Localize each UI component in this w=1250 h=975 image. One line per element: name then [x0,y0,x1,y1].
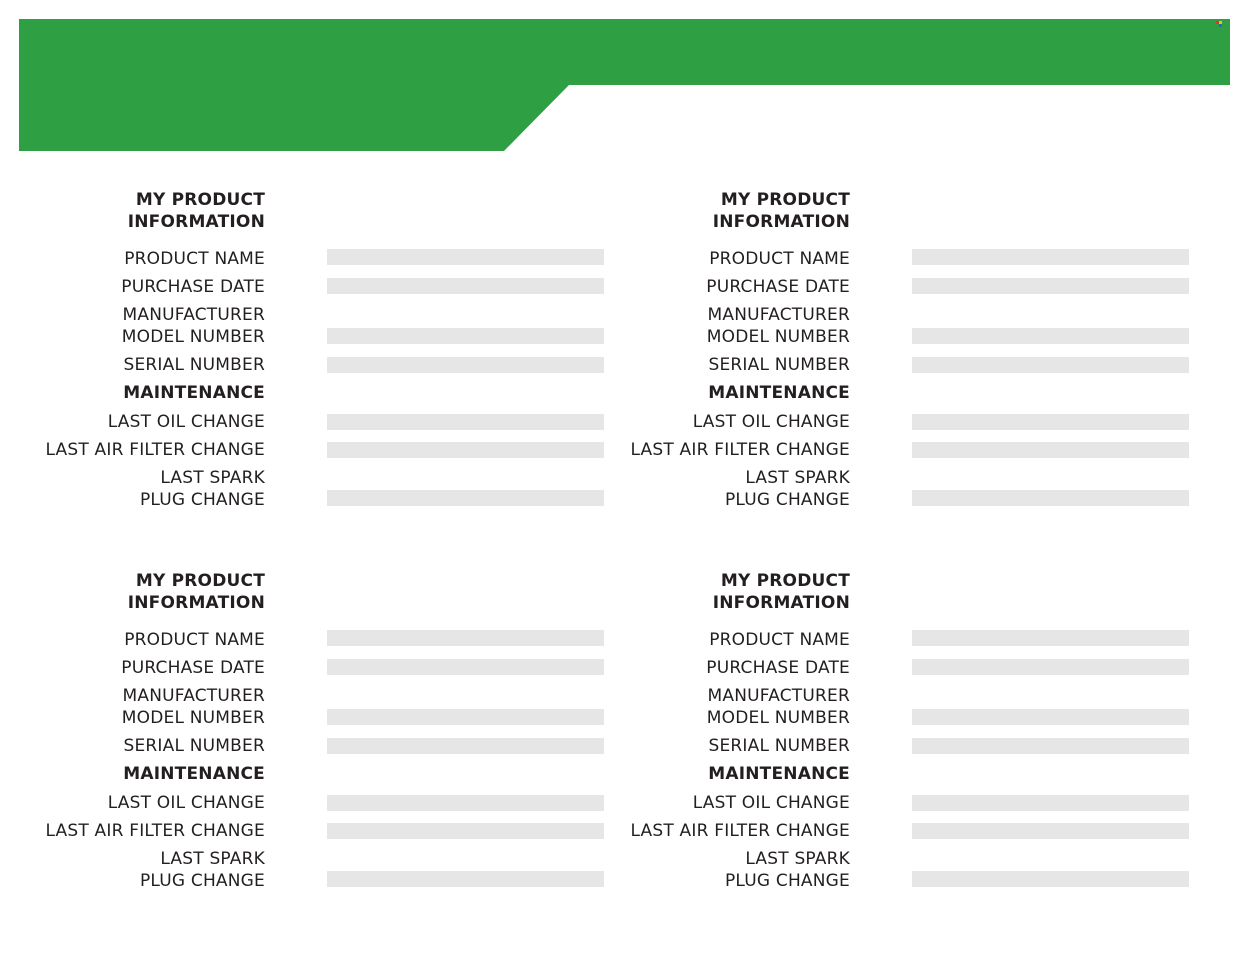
last-oil-change-label: LAST OIL CHANGE [107,412,265,432]
last-spark-plug-change-label-line: LAST SPARK [160,849,265,869]
purchase-date-label: PURCHASE DATE [121,277,265,297]
card-heading-line: INFORMATION [712,212,850,232]
last-spark-plug-change-label-line: PLUG CHANGE [724,871,850,891]
brand-logo-icon [1216,21,1222,27]
last-spark-plug-change-label-line: PLUG CHANGE [139,490,265,510]
logo-square-blue [1219,24,1222,27]
serial-number-label: SERIAL NUMBER [123,355,265,375]
last-air-filter-change-field[interactable] [327,823,604,839]
last-oil-change-field[interactable] [327,414,604,430]
last-oil-change-field[interactable] [912,795,1189,811]
model-number-label-line: MANUFACTURER [122,686,265,706]
last-spark-plug-change-field[interactable] [912,871,1189,887]
card-heading [713,189,850,233]
last-air-filter-change-label: LAST AIR FILTER CHANGE [630,821,850,841]
last-spark-plug-change-label-line: LAST SPARK [160,468,265,488]
purchase-date-label: PURCHASE DATE [706,658,850,678]
model-number-field[interactable] [327,709,604,725]
last-spark-plug-change-label-line: PLUG CHANGE [724,490,850,510]
logo-square-yellow [1219,21,1222,24]
card-heading [128,570,265,614]
serial-number-field[interactable] [912,738,1189,754]
last-oil-change-field[interactable] [912,414,1189,430]
last-air-filter-change-field[interactable] [327,442,604,458]
last-spark-plug-change-field[interactable] [327,490,604,506]
model-number-label [707,685,850,729]
last-oil-change-field[interactable] [327,795,604,811]
serial-number-field[interactable] [327,357,604,373]
last-air-filter-change-label: LAST AIR FILTER CHANGE [45,440,265,460]
last-spark-plug-change-label [725,467,850,511]
card-heading-line: MY PRODUCT [720,571,850,591]
logo-square-red [1216,21,1219,24]
model-number-label-line: MODEL NUMBER [706,708,850,728]
last-spark-plug-change-field[interactable] [327,871,604,887]
model-number-label-line: MANUFACTURER [122,305,265,325]
last-air-filter-change-field[interactable] [912,823,1189,839]
model-number-label [122,304,265,348]
serial-number-label: SERIAL NUMBER [123,736,265,756]
maintenance-heading: MAINTENANCE [708,764,850,784]
card-heading-line: INFORMATION [712,593,850,613]
model-number-label-line: MANUFACTURER [707,305,850,325]
last-air-filter-change-label: LAST AIR FILTER CHANGE [45,821,265,841]
product-name-label: PRODUCT NAME [124,630,265,650]
last-spark-plug-change-label-line: LAST SPARK [745,468,850,488]
product-info-card [7,189,567,519]
purchase-date-field[interactable] [327,659,604,675]
model-number-label-line: MANUFACTURER [707,686,850,706]
card-heading [713,570,850,614]
last-oil-change-label: LAST OIL CHANGE [692,412,850,432]
model-number-label [707,304,850,348]
purchase-date-label: PURCHASE DATE [706,277,850,297]
last-air-filter-change-field[interactable] [912,442,1189,458]
product-name-label: PRODUCT NAME [124,249,265,269]
model-number-label-line: MODEL NUMBER [121,327,265,347]
logo-square-green [1216,24,1219,27]
last-spark-plug-change-label-line: LAST SPARK [745,849,850,869]
model-number-label-line: MODEL NUMBER [121,708,265,728]
serial-number-field[interactable] [912,357,1189,373]
product-name-field[interactable] [912,630,1189,646]
product-name-field[interactable] [327,249,604,265]
card-heading-line: INFORMATION [127,593,265,613]
model-number-label-line: MODEL NUMBER [706,327,850,347]
last-spark-plug-change-field[interactable] [912,490,1189,506]
last-air-filter-change-label: LAST AIR FILTER CHANGE [630,440,850,460]
product-info-card [7,570,567,900]
model-number-label [122,685,265,729]
purchase-date-field[interactable] [912,278,1189,294]
card-heading-line: MY PRODUCT [135,571,265,591]
header-banner [0,0,1250,160]
card-heading-line: MY PRODUCT [720,190,850,210]
maintenance-heading: MAINTENANCE [708,383,850,403]
last-spark-plug-change-label [725,848,850,892]
purchase-date-field[interactable] [912,659,1189,675]
model-number-field[interactable] [327,328,604,344]
purchase-date-label: PURCHASE DATE [121,658,265,678]
maintenance-heading: MAINTENANCE [123,383,265,403]
serial-number-label: SERIAL NUMBER [708,736,850,756]
last-spark-plug-change-label-line: PLUG CHANGE [139,871,265,891]
last-oil-change-label: LAST OIL CHANGE [107,793,265,813]
last-spark-plug-change-label [140,848,265,892]
product-name-field[interactable] [327,630,604,646]
last-oil-change-label: LAST OIL CHANGE [692,793,850,813]
last-spark-plug-change-label [140,467,265,511]
product-name-label: PRODUCT NAME [709,249,850,269]
model-number-field[interactable] [912,328,1189,344]
serial-number-field[interactable] [327,738,604,754]
serial-number-label: SERIAL NUMBER [708,355,850,375]
product-name-field[interactable] [912,249,1189,265]
card-heading [128,189,265,233]
maintenance-heading: MAINTENANCE [123,764,265,784]
card-heading-line: INFORMATION [127,212,265,232]
card-heading-line: MY PRODUCT [135,190,265,210]
product-name-label: PRODUCT NAME [709,630,850,650]
product-info-card [592,189,1152,519]
banner-shape [19,19,1230,151]
product-info-card [592,570,1152,900]
purchase-date-field[interactable] [327,278,604,294]
model-number-field[interactable] [912,709,1189,725]
